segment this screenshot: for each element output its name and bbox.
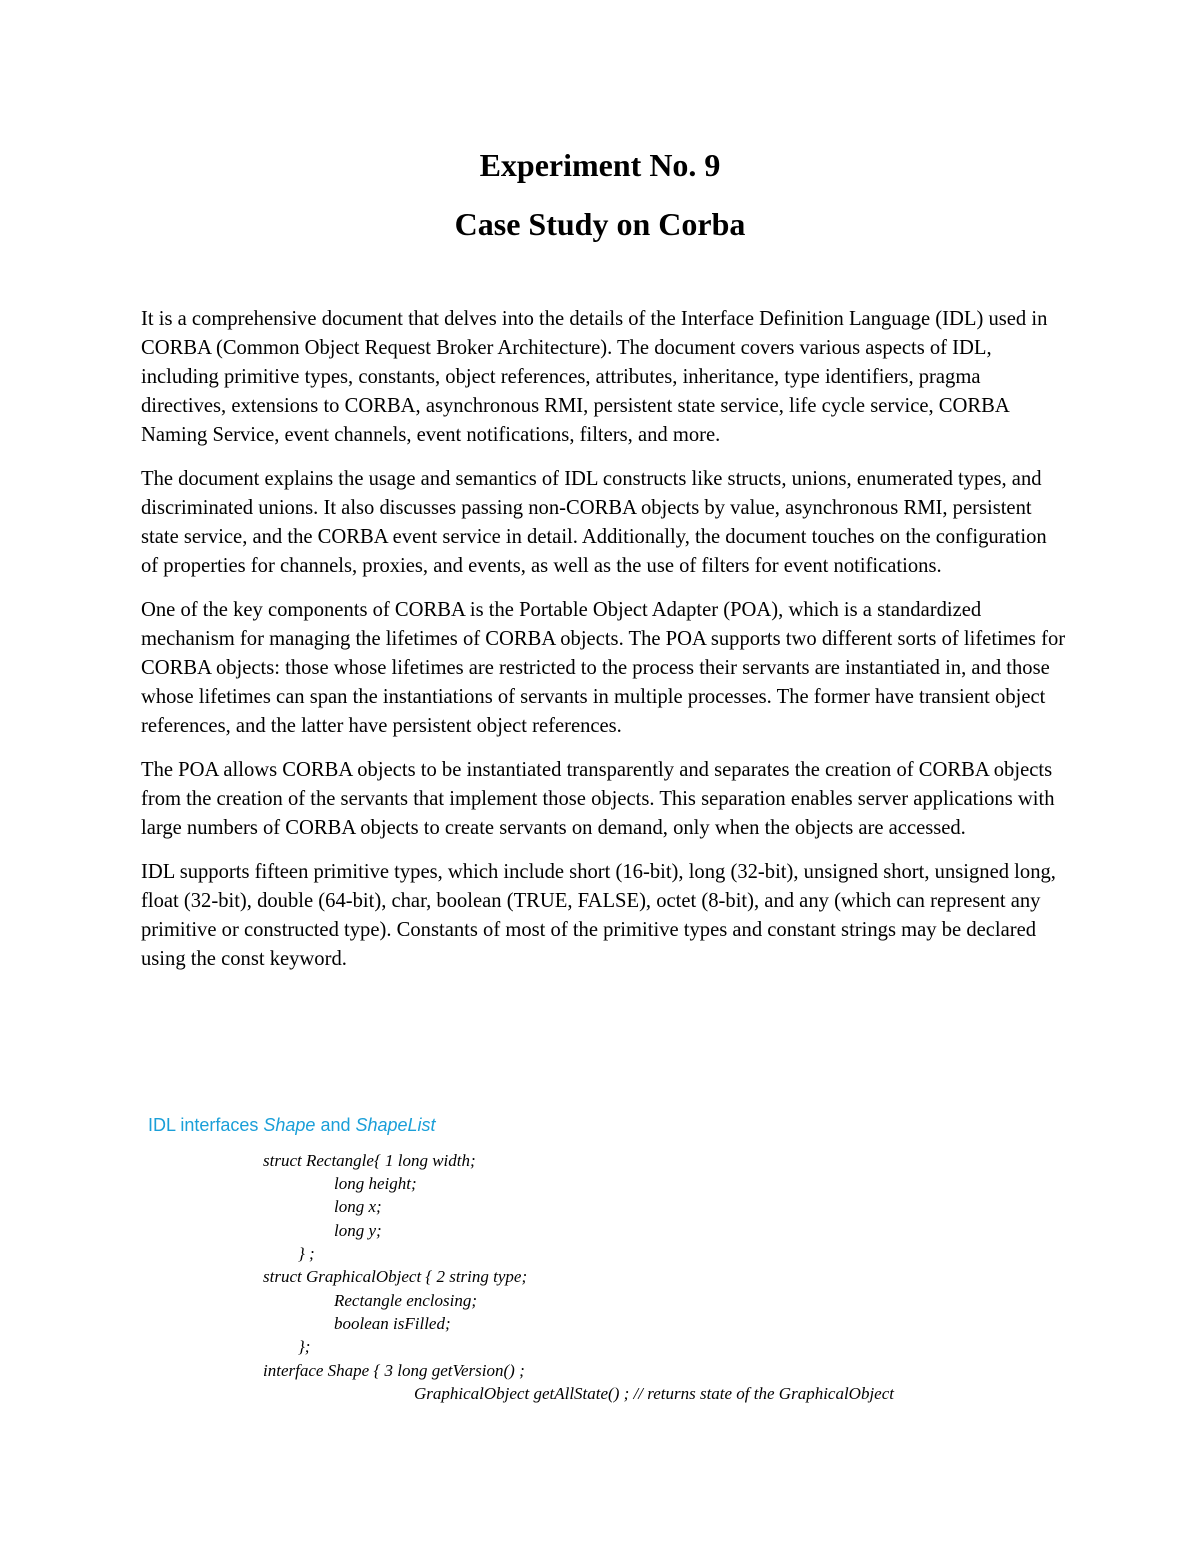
figure-caption	[148, 1113, 436, 1137]
code-line: GraphicalObject getAllState() ; // returns state of the GraphicalObject	[414, 1384, 895, 1403]
caption-name-shapelist: ShapeList	[355, 1115, 436, 1135]
paragraph: IDL supports fifteen primitive types, which include short (16-bit), long (32-bit), unsigned short, unsigned long, float (32-bit), double (64-bit), char, boolean (TRUE, FALSE), octet (8-bit), and any (which can represent any primitive or constructed type). Constants of most of the primitive types and constant strings may be declared using the const keyword.	[141, 861, 1056, 970]
code-line: struct GraphicalObject { 2 string type;	[263, 1267, 528, 1286]
caption-conjunction: and	[315, 1115, 356, 1135]
code-line: long height;	[334, 1174, 417, 1193]
code-line: } ;	[298, 1244, 315, 1263]
code-line: long y;	[334, 1221, 382, 1240]
document-title: Experiment No. 9	[479, 147, 721, 183]
code-line: boolean isFilled;	[334, 1314, 451, 1333]
caption-prefix: IDL interfaces	[148, 1115, 264, 1135]
paragraph: It is a comprehensive document that delves into the details of the Interface Definition Language (IDL) used in CORBA (Common Object Request Broker Architecture). The document covers various aspects of IDL, including primitive types, constants, object references, attributes, inheritance, type identifiers, pragma directives, extensions to CORBA, asynchronous RMI, persistent state service, life cycle service, CORBA Naming Service, event channels, event notifications, filters, and more.	[141, 308, 1048, 446]
paragraph: The POA allows CORBA objects to be instantiated transparently and separates the creation of CORBA objects from the creation of the servants that implement those objects. This separation enables server applications with large numbers of CORBA objects to create servants on demand, only when the objects are accessed.	[141, 759, 1055, 839]
paragraph: One of the key components of CORBA is the Portable Object Adapter (POA), which is a standardized mechanism for managing the lifetimes of CORBA objects. The POA supports two different sorts of lifetimes for CORBA objects: those whose lifetimes are restricted to the process their servants are instantiated in, and those whose lifetimes can span the instantiations of servants in multiple processes. The former have transient object references, and the latter have persistent object references.	[141, 599, 1066, 737]
code-line: struct Rectangle{ 1 long width;	[263, 1151, 476, 1170]
code-line: long x;	[334, 1197, 382, 1216]
paragraph: The document explains the usage and semantics of IDL constructs like structs, unions, enumerated types, and discriminated unions. It also discusses passing non-CORBA objects by value, asynchronous RMI, persistent state service, and the CORBA event service in detail. Additionally, the document touches on the configuration of properties for channels, proxies, and events, as well as the use of filters for event notifications.	[141, 468, 1047, 577]
document-subtitle: Case Study on Corba	[454, 206, 746, 242]
code-line: Rectangle enclosing;	[334, 1291, 478, 1310]
code-line: interface Shape { 3 long getVersion() ;	[263, 1361, 525, 1380]
code-line: };	[298, 1337, 311, 1356]
caption-name-shape: Shape	[263, 1115, 316, 1135]
document-body	[141, 305, 1066, 989]
